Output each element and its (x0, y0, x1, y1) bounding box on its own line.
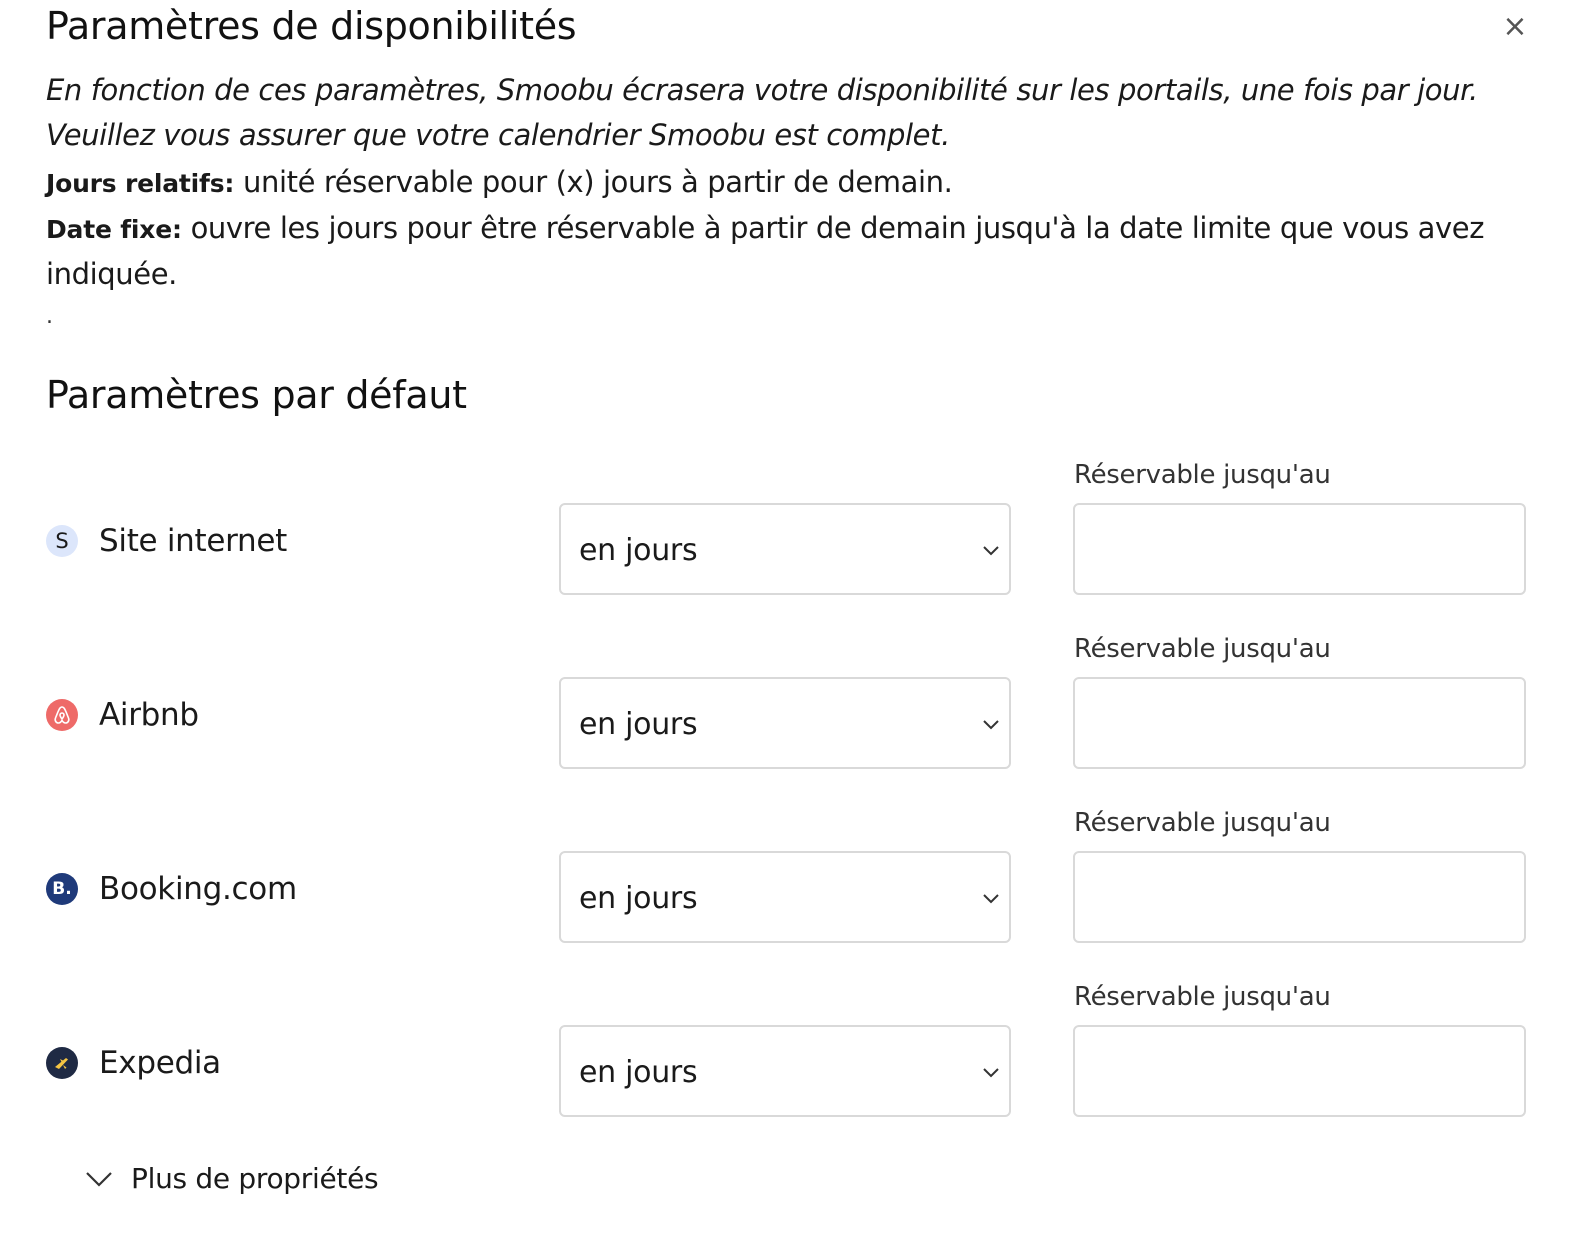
bookable-until-input[interactable] (1073, 503, 1526, 595)
chevron-down-icon (84, 1170, 114, 1188)
more-properties-label: Plus de propriétés (131, 1162, 379, 1195)
channel-booking (46, 871, 297, 907)
expedia-icon (46, 1047, 78, 1079)
chevron-down-icon (981, 1065, 1001, 1079)
channel-label: Site internet (99, 523, 288, 559)
definition-text: unité réservable pour (x) jours à partir de demain. (234, 165, 953, 199)
channel-label: Booking.com (99, 871, 297, 907)
channel-expedia (46, 1045, 221, 1081)
mode-select-value: en jours (579, 881, 698, 916)
channel-label: Airbnb (99, 697, 199, 733)
chevron-down-icon (981, 891, 1001, 905)
mode-select[interactable] (559, 677, 1011, 769)
channel-row-expedia (0, 978, 1588, 1148)
bookable-until-label: Réservable jusqu'au (1074, 808, 1331, 838)
bookable-until-input[interactable] (1073, 1025, 1526, 1117)
channel-row-airbnb (0, 630, 1588, 800)
bookable-until-label: Réservable jusqu'au (1074, 982, 1331, 1012)
definition-term: Date fixe: (46, 215, 182, 244)
channel-row-booking (0, 804, 1588, 974)
mode-select[interactable] (559, 851, 1011, 943)
channel-site-internet (46, 523, 287, 559)
separator-dot: . (46, 304, 53, 329)
bookable-until-label: Réservable jusqu'au (1074, 460, 1331, 490)
more-properties-toggle[interactable] (84, 1162, 378, 1195)
defaults-section-title: Paramètres par défaut (46, 373, 467, 417)
chevron-down-icon (981, 543, 1001, 557)
dialog-title: Paramètres de disponibilités (46, 4, 577, 48)
definition-relative-days (46, 160, 1526, 206)
mode-select[interactable] (559, 1025, 1011, 1117)
airbnb-icon (46, 699, 78, 731)
bookable-until-input[interactable] (1073, 677, 1526, 769)
mode-select-value: en jours (579, 707, 698, 742)
definition-term: Jours relatifs: (46, 169, 235, 198)
bookable-until-input[interactable] (1073, 851, 1526, 943)
definition-text: ouvre les jours pour être réservable à partir de demain jusqu'à la date limite que vous avez indiquée. (46, 211, 1485, 291)
mode-select[interactable] (559, 503, 1011, 595)
channel-airbnb (46, 697, 199, 733)
chevron-down-icon (981, 717, 1001, 731)
bookable-until-label: Réservable jusqu'au (1074, 634, 1331, 664)
channel-row-site-internet (0, 456, 1588, 626)
site-letter-s-icon: S (46, 525, 78, 557)
mode-select-value: en jours (579, 533, 698, 568)
close-icon[interactable]: × (1502, 9, 1528, 44)
mode-select-value: en jours (579, 1055, 698, 1090)
intro-text: En fonction de ces paramètres, Smoobu écrasera votre disponibilité sur les portails, une fois par jour. Veuillez vous assurer que votre calendrier Smoobu est complet. (46, 73, 1478, 152)
booking-icon: B. (46, 873, 78, 905)
channel-label: Expedia (99, 1045, 221, 1081)
definition-fixed-date (46, 206, 1526, 297)
